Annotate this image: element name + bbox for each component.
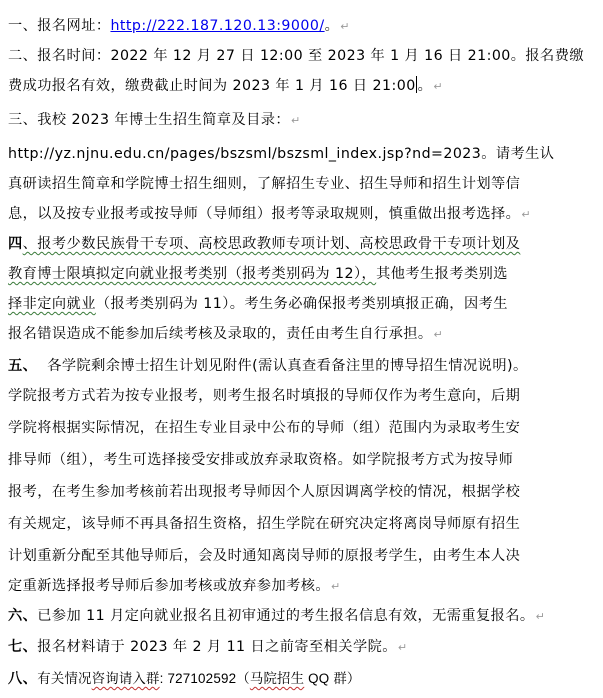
line-text: 择非定向就业（报考类别码为 11）。考生务必确保报考类别填报正确，因考生 xyxy=(8,296,508,312)
line-section-eight: 八、有关情况咨询请入群: 727102592（马院招生 QQ 群） xyxy=(8,671,361,687)
paragraph-mark-icon: ↵ xyxy=(433,328,443,341)
paragraph-mark-icon: ↵ xyxy=(433,80,443,93)
paragraph-mark-icon: ↵ xyxy=(397,641,408,654)
line-registration-url: 一、报名网址：http://222.187.120.13:9000/。↵ xyxy=(8,18,350,34)
line-text: 排导师（组），考生可选择接受安排或放弃录取资格。如学院报考方式为按导师 xyxy=(8,452,514,468)
line-text: 学院报考方式若为按专业报考，则考生报名时填报的导师仅作为考生意向，后期 xyxy=(8,388,521,404)
line-section-six: 六、已参加 11 月定向就业报名且初审通过的考生报名信息有效，无需重复报名。↵ xyxy=(8,608,545,624)
line-text: 教育博士限填拟定向就业报考类别（报考类别码为 12），其他考生报考类别选 xyxy=(8,266,508,282)
line-brochure-title: 三、我校 2023 年博士生招生简章及目录：↵ xyxy=(8,112,301,128)
paragraph-mark-icon: ↵ xyxy=(340,20,350,33)
paragraph-mark-icon: ↵ xyxy=(535,610,545,623)
line-section-five: 五、 各学院剩余博士招生计划见附件(需认真查看备注里的博导招生情况说明)。 xyxy=(8,358,528,374)
line-text: 定重新选择报考导师后参加考核或放弃参加考核。↵ xyxy=(8,578,341,594)
line-text: 报考，在考生参加考核前若出现报考导师因个人原因调离学校的情况，根据学校 xyxy=(8,484,521,500)
paragraph-mark-icon: ↵ xyxy=(291,114,301,127)
line-text: 学院将根据实际情况，在招生专业目录中公布的导师（组）范围内为录取考生安 xyxy=(8,420,521,436)
line-brochure-url: http://yz.njnu.edu.cn/pages/bszsml/bszsml_index.jsp?nd=2023。请考生认 xyxy=(8,146,555,162)
registration-url-link[interactable]: http://222.187.120.13:9000/ xyxy=(110,18,325,34)
line-text: 真研读招生简章和学院博士招生细则，了解招生专业、招生导师和招生计划等信 xyxy=(8,176,521,192)
line-section-seven: 七、报名材料请于 2023 年 2 月 11 日之前寄至相关学院。↵ xyxy=(8,639,408,655)
line-registration-time: 二、报名时间：2022 年 12 月 27 日 12:00 至 2023 年 1 月 16 日 21:00。报名费缴 xyxy=(8,48,584,64)
line-text: 计划重新分配至其他导师后，会及时通知离岗导师的原报考学生，由考生本人决 xyxy=(8,548,521,564)
line-text: 有关规定，该导师不再具备招生资格，招生学院在研究决定将离岗导师原有招生 xyxy=(8,516,521,532)
text-cursor xyxy=(416,76,417,93)
paragraph-mark-icon: ↵ xyxy=(521,208,531,221)
paragraph-mark-icon: ↵ xyxy=(331,580,341,593)
line-fee-deadline: 费成功报名有效，缴费截止时间为 2023 年 1 月 16 日 21:00 。↵ xyxy=(8,78,443,94)
line-text: 息，以及按专业报考或按导师（导师组）报考等录取规则，慎重做出报考选择。↵ xyxy=(8,206,531,222)
line-section-four: 四、报考少数民族骨干专项、高校思政教师专项计划、高校思政骨干专项计划及 xyxy=(8,236,521,252)
line-text: 报名错误造成不能参加后续考核及录取的，责任由考生自行承担。↵ xyxy=(8,326,443,342)
